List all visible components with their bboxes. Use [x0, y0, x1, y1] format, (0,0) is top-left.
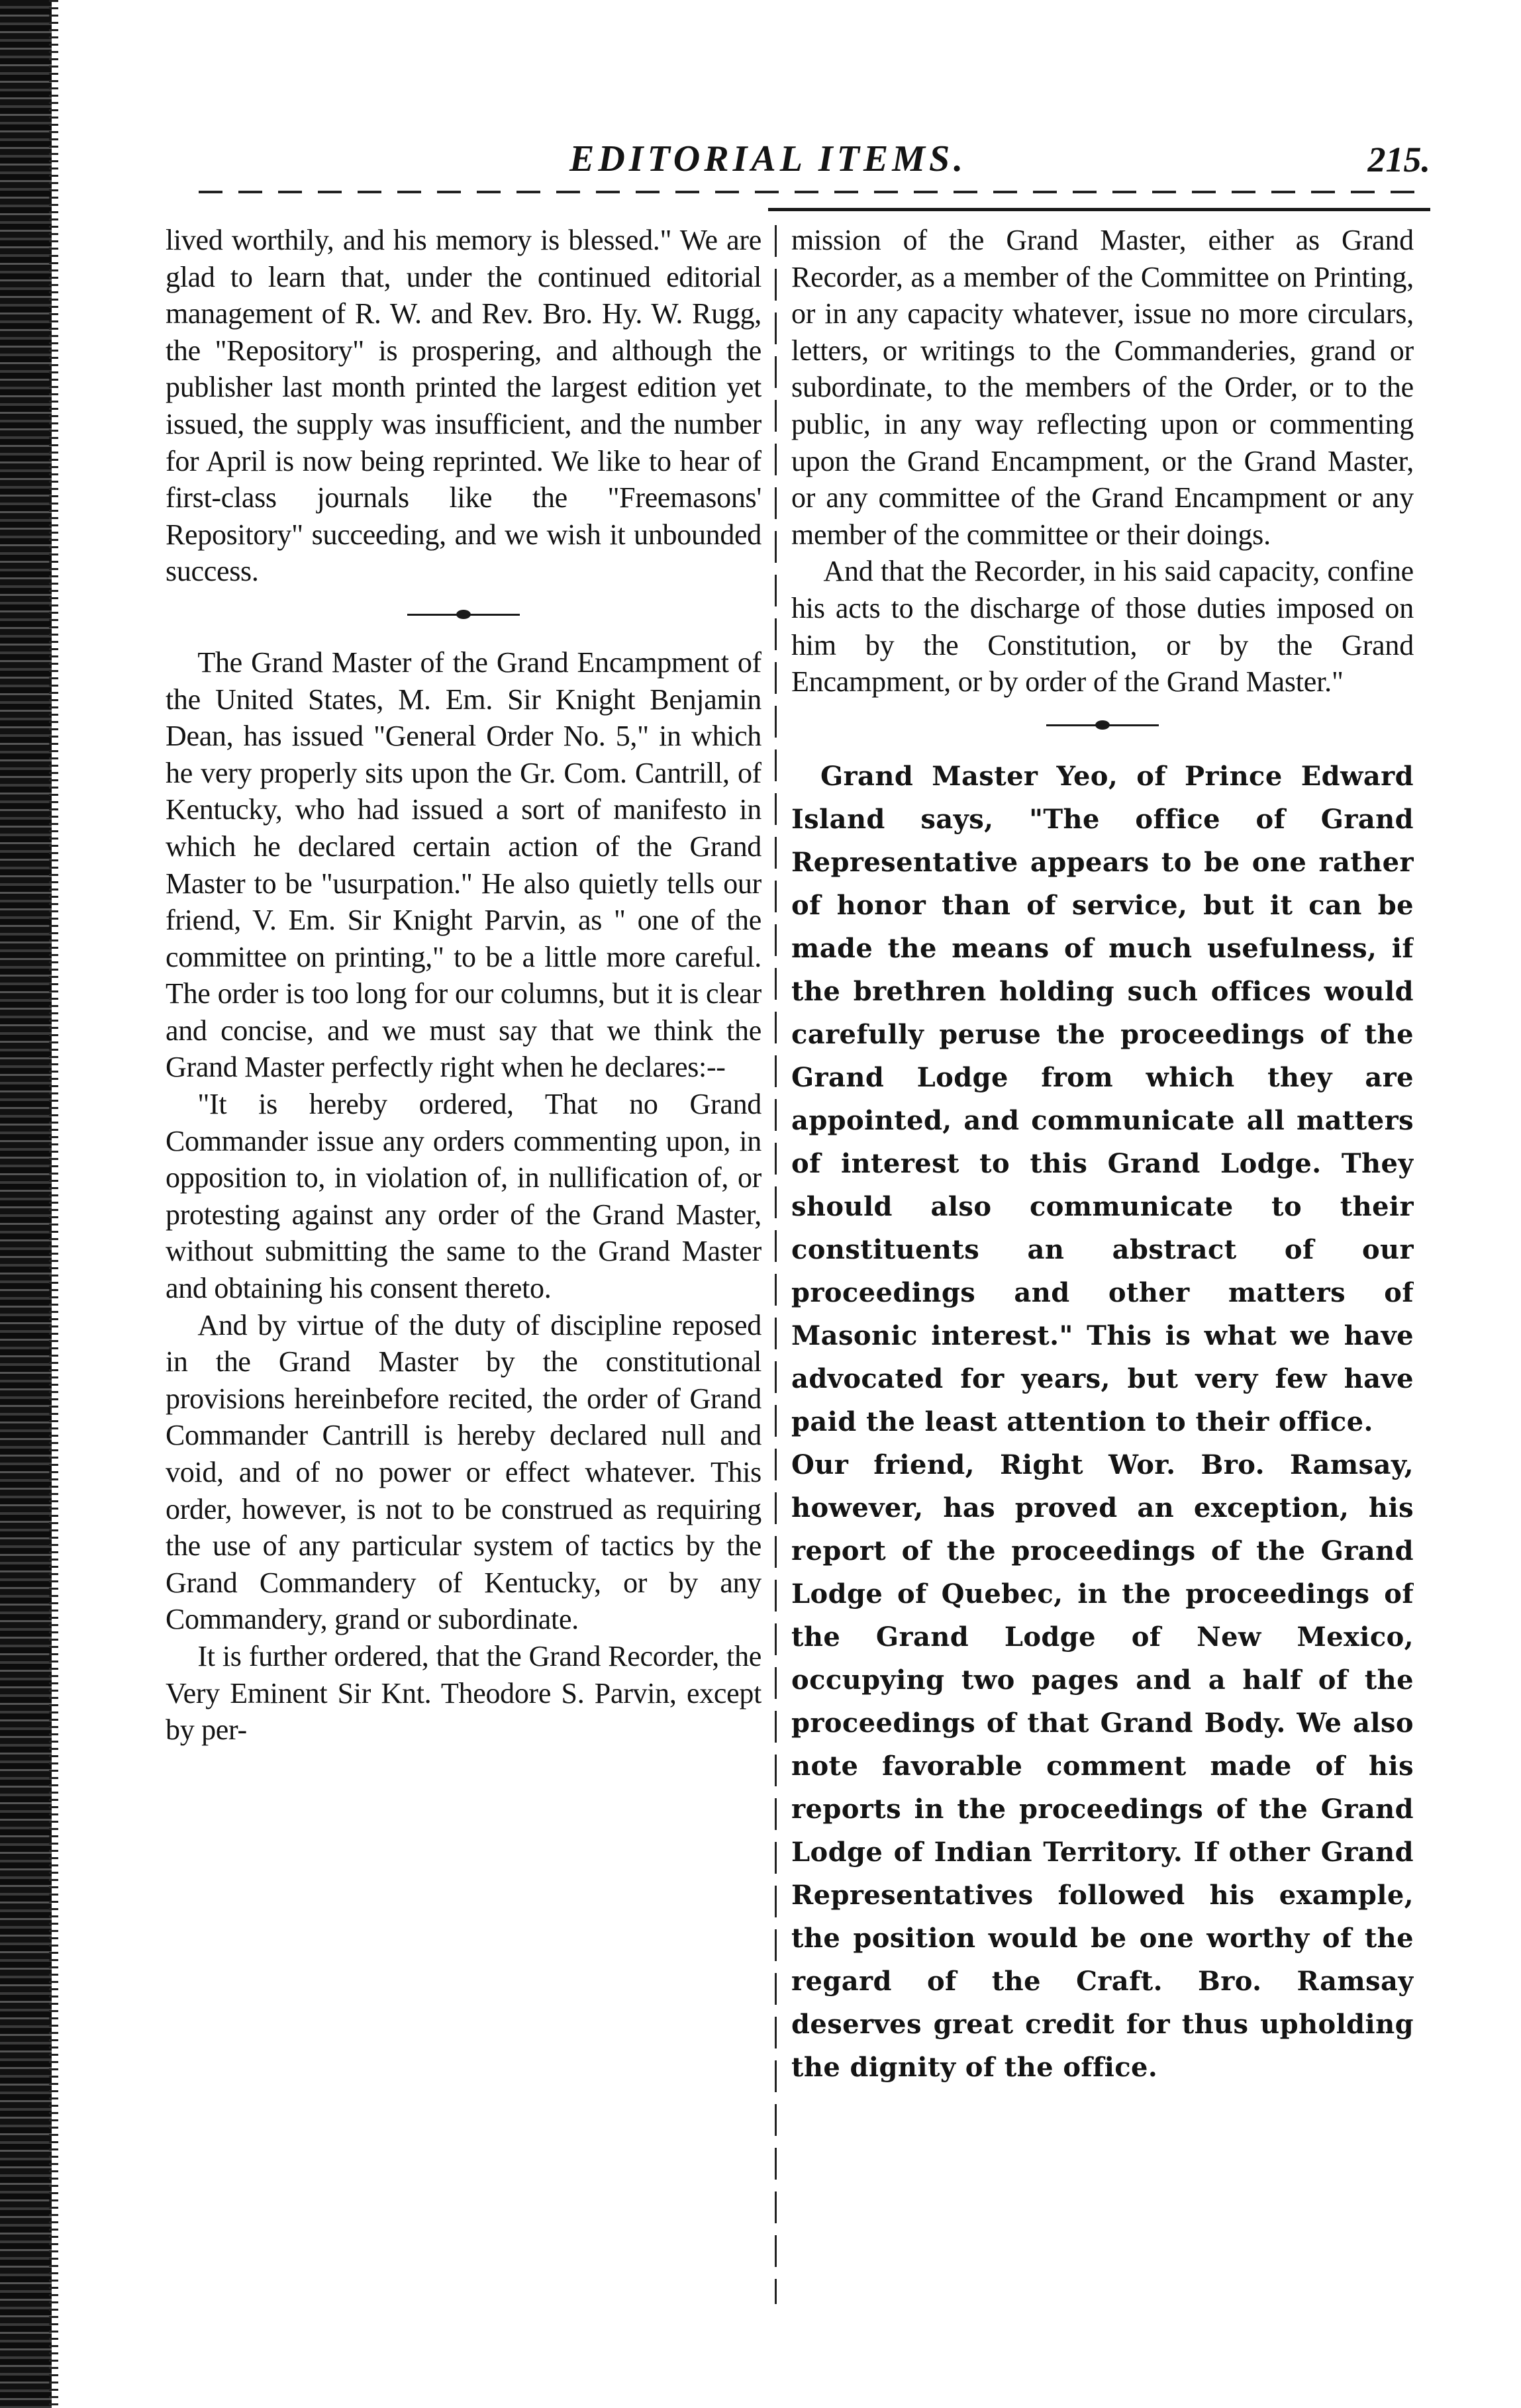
left-paragraph-3: "It is hereby ordered, That no Grand Commander issue any orders commenting upon, in opposition to, in violation of, in nullification of, or protesting against any order of the Grand Master, without submitting the same to the Grand Master and obtaining his consent thereto.: [166, 1088, 761, 1305]
book-binding-edge: [0, 0, 52, 2408]
section-separator: [791, 712, 1414, 739]
header-dashed-rule: [199, 191, 1430, 193]
left-paragraph-2: The Grand Master of the Grand Encampment of the United States, M. Em. Sir Knight Benjamin Dean, has issued "General Order No. 5," in which he very properly sits upon the Gr. Com. Cantrill, of Kentucky, who had issued a sort of manifesto in which he declared certain action of the Grand Master to be "usurpation." He also quietly tells our friend, V. Em. Sir Knight Parvin, as " one of the committee on printing," to be a little more careful. The order is too long for our columns, but it is clear and concise, and we must say that we think the Grand Master perfectly right when he declares:--: [166, 646, 761, 1084]
section-separator: [166, 602, 761, 628]
column-divider: [775, 225, 777, 2304]
page-header: [199, 138, 1430, 191]
right-paragraph-1: mission of the Grand Master, either as Grand Recorder, as a member of the Committee on Printing, or in any capacity whatever, issue no more circulars, letters, or writings to the Commanderies, grand or subordinate, to the members of the Order, or to the public, in any way reflecting upon or commenting upon the Grand Encampment, or the Grand Master, or any committee of the Grand Encampment or any member of the committee or their doings.: [791, 224, 1414, 551]
header-solid-rule: [768, 208, 1430, 211]
left-paragraph-1: lived worthily, and his memory is blessed." We are glad to learn that, under the continued editorial management of R. W. and Rev. Bro. Hy. W. Rugg, the "Repository" is prospering, and although the publisher last month printed the largest edition yet issued, the supply was insufficient, and the number for April is now being reprinted. We like to hear of first-class journals like the "Freemasons' Repository" succeeding, and we wish it unbounded success.: [166, 224, 761, 588]
right-paragraph-2: And that the Recorder, in his said capacity, confine his acts to the discharge of those duties imposed on him by the Constitution, or by the Grand Encampment, or by order of the Grand Master.": [791, 555, 1414, 698]
left-paragraph-4: And by virtue of the duty of discipline reposed in the Grand Master by the constitutional provisions hereinbefore recited, the order of Grand Commander Cantrill is hereby declared null and void, and of no power or effect whatever. This order, however, is not to be construed as requiring the use of any particular system of tactics by the Grand Commandery of Kentucky, or by any Commandery, grand or subordinate.: [166, 1308, 761, 1636]
right-paragraph-3: Grand Master Yeo, of Prince Edward Island says, "The office of Grand Representative appears to be one rather of honor than of service, but it can be made the means of much usefulness, if the brethren holding such offices would carefully peruse the proceedings of the Grand Lodge from which they are appointed, and communicate all matters of interest to this Grand Lodge. They should also communicate to their constituents an abstract of our proceedings and other matters of Masonic interest." This is what we have advocated for years, but very few have paid the least attention to their office.: [791, 760, 1414, 1437]
right-column: [791, 222, 1414, 2348]
right-paragraph-4: Our friend, Right Wor. Bro. Ramsay, however, has proved an exception, his report of the proceedings of the Grand Lodge of Quebec, in the proceedings of the Grand Lodge of New Mexico, occupying two pages and a half of the proceedings of that Grand Body. We also note favorable comment made of his reports in the proceedings of the Grand Lodge of Indian Territory. If other Grand Representatives followed his example, the position would be one worthy of the regard of the Craft. Bro. Ramsay deserves great credit for thus upholding the dignity of the office.: [791, 1449, 1414, 2083]
left-column: [166, 222, 761, 2348]
running-title: EDITORIAL ITEMS.: [569, 138, 967, 179]
page-number: 215.: [1367, 140, 1430, 179]
left-paragraph-5: It is further ordered, that the Grand Recorder, the Very Eminent Sir Knt. Theodore S. Parvin, except by per-: [166, 1639, 761, 1747]
